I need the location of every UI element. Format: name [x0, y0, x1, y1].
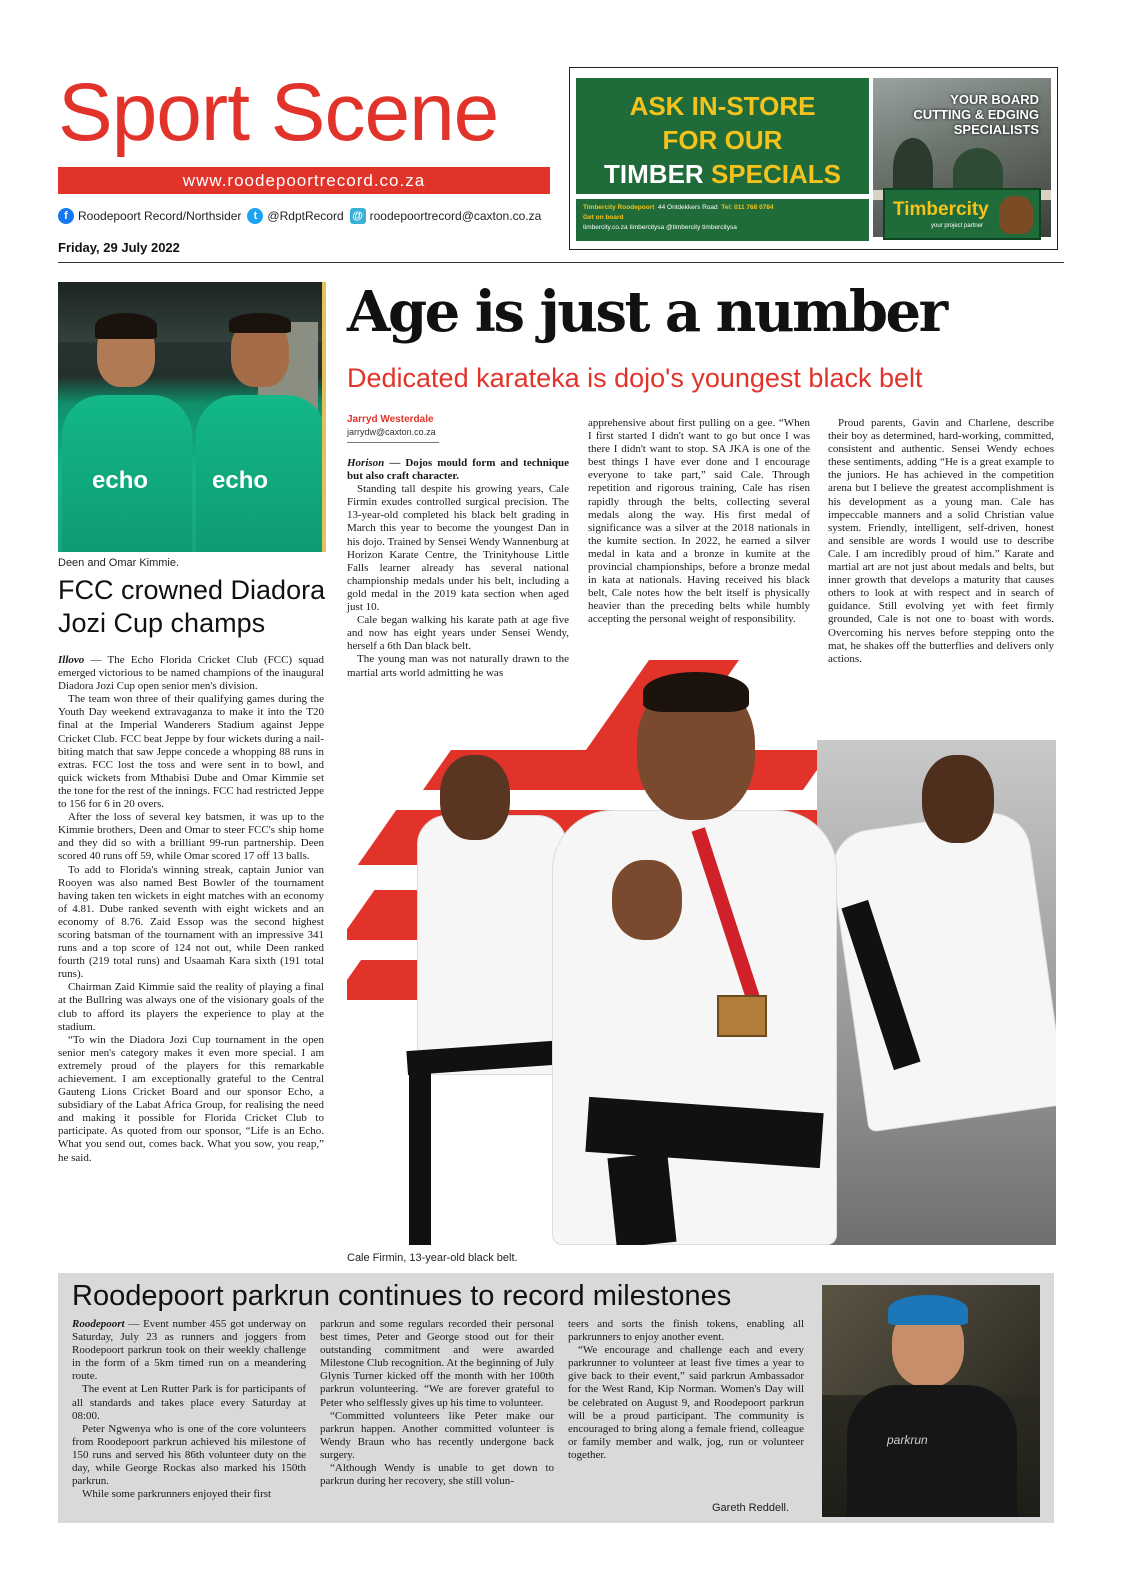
parkrun-paragraph: The event at Len Rutter Park is for participants of all standards and takes place every Saturday at 08:00.	[72, 1383, 306, 1422]
cale-belt-knot	[607, 1152, 676, 1245]
karate-dateline: Horison	[347, 457, 385, 469]
email-address[interactable]: roodepoortrecord@caxton.co.za	[369, 209, 542, 223]
karate-paragraph: Proud parents, Gavin and Charlene, describe their boy as determined, hard-working, committed, consistent and authentic. Sensei Wendy echoes these sentiments, adding “He is a great example to the juniors. He has achieved in the competition arena but I believe the greatest accomplishment is his development as a young man. Cale has impeccable manners and a solid Christian value system. Friendly, intelligent, self-driven, honest and sensible are words I would use to describe Cale. I am incredibly proud of him.” Karate and martial art are not just about medals and belts, but inner growth that develops a maturity that causes others to look at with respect and in search of guidance. Still evolving yet with feet firmly grounded, Cale is not one to boast with words. Overcoming his nerves before stepping onto the mat, he shakes off the butterflies and delivers only actions.	[828, 417, 1054, 665]
karate-paragraph: apprehensive about first pulling on a gee. “When I first started I didn't want to go but once I was there I didn't want to stop. SA JKA is one of the best things I have ever done and I encourage everyone to take part,” said Cale. Through repetition and rigorous training, Cale has risen rapidly through the belts, collecting several medals along the way. His first medal of significance was a silver at the 2018 nationals in the kumite section. In 2022, he earned a silver medal in kata and a bronze in kumite at the provincial championships, before a bronze medal in kata at nationals. Having received his black belt, Cale notes how the belt itself is physically heavier than the preceding belts while humbly accepting the personal weight of responsibility.	[588, 417, 810, 626]
gareth-reddell-photo	[822, 1285, 1040, 1517]
facebook-icon: f	[58, 208, 74, 224]
byline-divider	[347, 442, 439, 443]
parkrun-column-1	[72, 1318, 306, 1501]
advert-store-name: Timbercity Roodepoort	[583, 204, 655, 211]
fcc-paragraph: — The Echo Florida Cricket Club (FCC) squad emerged victorious to be named champions of the inaugural Diadora Jozi Cup open senior men's division.	[58, 654, 324, 693]
kimmie-brothers-photo	[58, 282, 326, 552]
beaver-mascot-icon	[999, 196, 1033, 234]
advert-line-2: FOR OUR	[662, 125, 783, 155]
fcc-article-body	[58, 654, 324, 1165]
twitter-handle[interactable]: @RdptRecord	[267, 209, 344, 223]
parkrun-paragraph: “Although Wendy is unable to get down to parkrun during her recovery, she still volun-	[320, 1462, 554, 1488]
fcc-headline: FCC crowned Diadora Jozi Cup champs	[58, 575, 326, 638]
shirt-sponsor-logo: echo	[212, 467, 269, 494]
parkrun-dateline: Roodepoort	[72, 1318, 125, 1330]
shirt-sponsor-logo: echo	[92, 467, 149, 494]
advert-photo-text	[873, 92, 1051, 137]
social-links	[58, 207, 563, 225]
parkrun-photo-caption: Gareth Reddell.	[712, 1502, 790, 1514]
advert-logo-tagline: your project partner	[931, 223, 984, 229]
parkrun-paragraph: “We encourage and challenge each and every parkrunner to volunteer at least five times a year to give back to their event,” said parkrun Ambassador for the West Rand, Kip Norman. Women's Day will be celebrated on August 9, and Roodepoort parkrun will be a proud participant. The community is encouraged to bring along a female friend, colleague or family member and walk, jog, run or volunteer together.	[568, 1344, 804, 1461]
parkrun-headline: Roodepoort parkrun continues to record milestones	[72, 1280, 732, 1312]
karate-paragraph: The young man was not naturally drawn to the martial arts world admitting he was	[347, 653, 569, 679]
left-karateka-head	[440, 755, 510, 840]
right-karateka-head	[922, 755, 994, 843]
parkrun-paragraph: Peter Ngwenya who is one of the core volunteers from Roodepoort parkrun achieved his milestone of 150 runs and served his 86th volunteer duty on the day, while George Rockas also marked his 150th parkrun.	[72, 1422, 306, 1488]
header-divider	[58, 262, 1064, 263]
karate-paragraph: Cale began walking his karate path at age five and now has eight years under Sensei Wendy, herself a 6th Dan black belt.	[347, 614, 569, 653]
advert-socials: timbercity.co.za timbercitysa @timbercity timbercitysa	[583, 224, 737, 231]
fcc-photo-caption: Deen and Omar Kimmie.	[58, 557, 180, 569]
email-icon: @	[350, 208, 366, 224]
karate-headline: Age is just a number	[347, 279, 946, 345]
twitter-icon: t	[247, 208, 263, 224]
left-belt-tail	[409, 1065, 431, 1245]
parkrun-paragraph: teers and sorts the finish tokens, enabling all parkrunners to enjoy another event.	[568, 1318, 804, 1344]
fcc-paragraph: To add to Florida's winning streak, captain Junior van Rooyen was also named Best Bowler of the tournament having taken ten wickets in eight matches with an economy of 4.81. Dube ranked seventh with eight wickets and an economy of 8.76. Zaid Essop was the second highest scoring batsman of the tournament with an impressive 341 runs and a top score of 124 not out, while Deen ranked fourth (219 total runs) and Usaamah Kara sixth (191 total runs).	[58, 863, 324, 981]
advert-line-3b: SPECIALS	[710, 159, 841, 189]
issue-date: Friday, 29 July 2022	[58, 240, 180, 255]
advert-photo-line-3: SPECIALISTS	[953, 122, 1039, 137]
parkrun-column-2	[320, 1318, 554, 1488]
karate-subheadline: Dedicated karateka is dojo's youngest black belt	[347, 363, 923, 393]
section-title: Sport Scene	[58, 67, 499, 158]
byline-author: Jarryd Westerdale	[347, 414, 434, 425]
karate-intro: — Dojos mould form and technique but also craft character.	[347, 457, 570, 483]
timbercity-logo	[883, 188, 1041, 240]
fcc-paragraph: The team won three of their qualifying games during the Youth Day weekend extravaganza to make it into the T20 final at the Imperial Wanderers Stadium against Jeppe Cricket Club. FCC beat Jeppe by four wickets during a nail-biting match that saw Jeppe concede a whopping 88 runs in extras. FCC lost the toss and were sent in to bowl, and quick wickets from Mthabisi Dube and Omar Kimmie set the tone for the rest of the innings. FCC had restricted Jeppe to 156 for 6 in 20 overs.	[58, 693, 324, 811]
blue-cap-icon	[888, 1295, 968, 1325]
advert-photo-line-1: YOUR BOARD	[950, 92, 1039, 107]
advert-contact-bar	[576, 199, 869, 241]
advert-line-3a: TIMBER	[604, 159, 704, 189]
advert-logo-text: Timbercity	[893, 199, 989, 220]
karate-column-1	[347, 457, 569, 680]
website-url[interactable]: www.roodepoortrecord.co.za	[58, 167, 550, 194]
parkrun-paragraph: — Event number 455 got underway on Saturday, July 23 as runners and joggers from Roodepoort parkrun took on their weekly challenge in the form of a 5km timed run on a meandering route.	[72, 1318, 306, 1383]
fcc-paragraph: After the loss of several key batsmen, it was up to the Kimmie brothers, Deen and Omar to steer FCC's ship home and they did so with a brilliant 99-run partnership. Deen scored 40 runs off 59, while Omar scored 17 off 13 balls.	[58, 811, 324, 863]
facebook-handle[interactable]: Roodepoort Record/Northsider	[78, 209, 242, 223]
advert-headline-panel	[576, 78, 869, 194]
byline-email[interactable]: jarrydw@caxton.co.za	[347, 427, 436, 437]
advert-get-on-board: Get on board	[583, 214, 624, 221]
parkrun-paragraph: parkrun and some regulars recorded their personal best times, Peter and George stood out for their outstanding commitment and were awarded Milestone Club recognition. At the beginning of July Glynis Turner kicked off the month with her 100th parkrun volunteering. “We are forever grateful to Peter who selflessly gives up his time to volunteer.	[320, 1318, 554, 1409]
fcc-paragraph: Chairman Zaid Kimmie said the reality of playing a final at the Bullring was always one of the visionary goals of the club to afford its players the experience to play at the stadium.	[58, 981, 324, 1033]
parkrun-paragraph: While some parkrunners enjoyed their first	[82, 1488, 272, 1501]
parkrun-paragraph: “Committed volunteers like Peter make our parkrun happen. Another committed volunteer is Wendy Braun who has recently undergone back surgery.	[320, 1409, 554, 1461]
medal-icon	[717, 995, 767, 1037]
karate-photo-caption: Cale Firmin, 13-year-old black belt.	[347, 1252, 518, 1264]
advert-address: 44 Ontdekkers Road	[658, 204, 718, 211]
punching-fist	[612, 860, 682, 940]
shirt-parkrun-logo: parkrun	[887, 1433, 928, 1447]
advert-tel: Tel: 011 768 0784	[721, 204, 774, 211]
left-karateka-gi	[417, 815, 567, 1075]
karate-photo-collage	[347, 660, 1056, 1245]
karate-paragraph: Standing tall despite his growing years, Cale Firmin exudes controlled surgical precision. The 13-year-old completed his black belt grading in March this year to become the youngest Dan in his dojo. Trained by Sensei Wendy Wannenburg at Horizon Karate Centre, the Trinityhouse Little Falls learner already has several national championship medals under his belt, including a gold medal in the 2019 kata section when aged just 10.	[347, 483, 569, 614]
parkrun-column-3	[568, 1318, 804, 1462]
cale-firmin-gi	[552, 810, 837, 1245]
advert-photo-line-2: CUTTING & EDGING	[913, 107, 1039, 122]
player-deen	[62, 317, 192, 552]
photo-edge-stripe	[322, 282, 326, 552]
karate-column-2	[588, 417, 810, 627]
fcc-paragraph: “To win the Diadora Jozi Cup tournament in the open senior men's category makes it even more special. I am extremely proud of the players for this remarkable achievement. I am exceptionally grateful to the Central Gauteng Lions Cricket Board and our sponsor Echo, a subsidiary of the Labat Africa Group, for realising the need and making it possible for Florida Cricket Club to participate. As quoted from our sponsor, “Life is an Echo. What you send out, comes back. What you sow, you reap,” he said.	[58, 1033, 324, 1164]
cale-firmin-hair	[643, 672, 749, 712]
fcc-dateline: Illovo	[58, 654, 85, 666]
karate-column-3	[828, 417, 1054, 666]
player-omar	[196, 317, 326, 552]
runner-shirt	[847, 1385, 1017, 1517]
advert-line-1: ASK IN-STORE	[629, 91, 816, 121]
